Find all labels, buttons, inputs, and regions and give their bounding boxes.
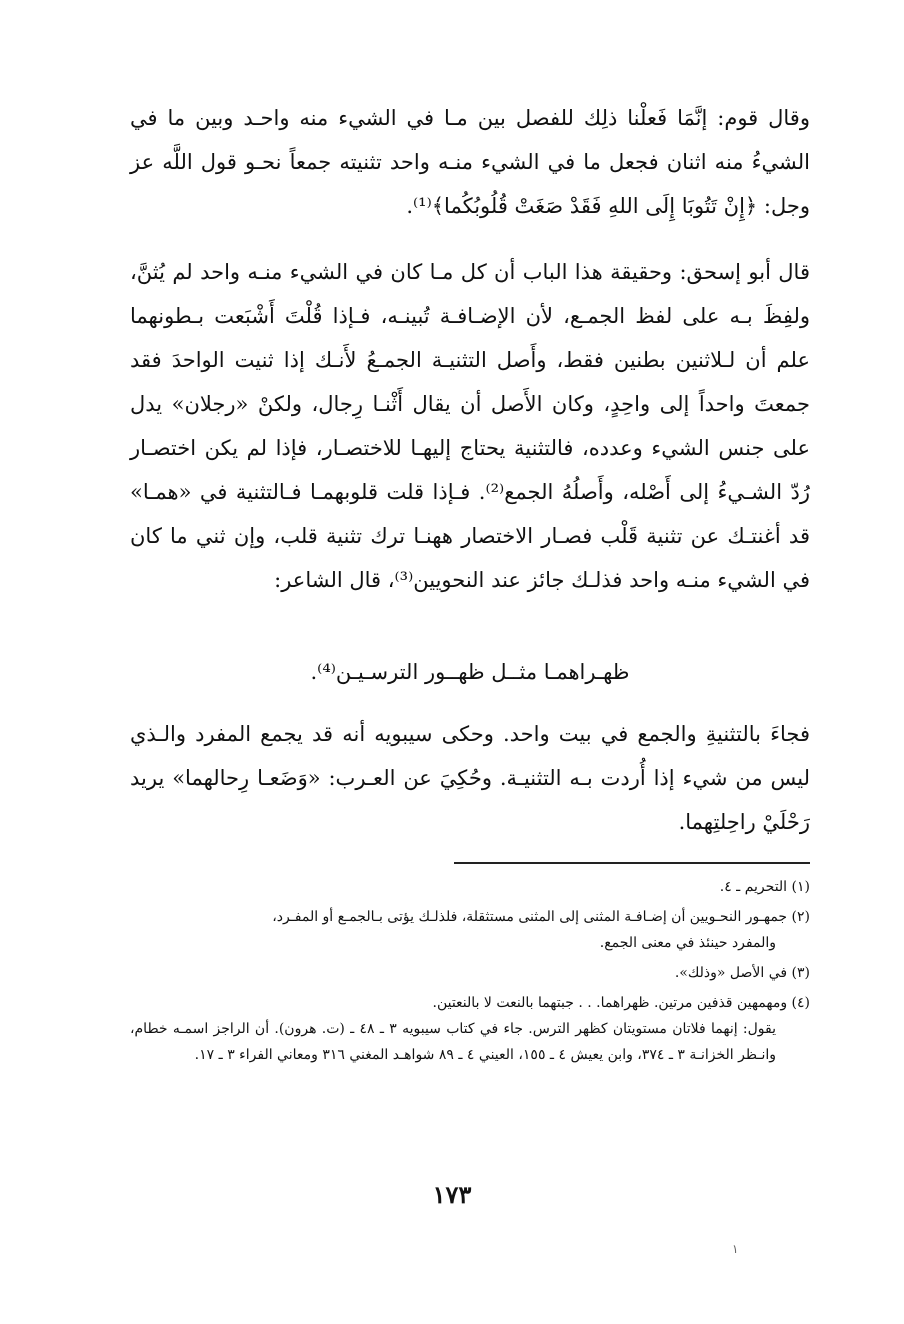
footnote-4: [130, 990, 810, 1068]
page-number: ١٧٣: [432, 1180, 472, 1209]
paragraph-quran-citation: وقال قوم: إنَّمَا فَعلْنا ذلِك للفصل بين مـا في الشيء منه واحـد وبين ما في الشيءُ منه اثنان فجعل ما في الشيء منـه واحد تثنيته جمعاً نحـو قول اللَّه عز وجل: ﴿إِنْ تَتُوبَا إِلَى اللهِ فَقَدْ صَغَتْ قُلُوبُكُما﴾⁽¹⁾.: [130, 106, 810, 218]
main-text-lower: [130, 712, 810, 866]
main-text-upper: [130, 96, 810, 624]
footnote-3: (٣) في الأصل «وذلك».: [674, 965, 810, 981]
footnote-1: (١) التحريم ـ ٤.: [719, 879, 810, 895]
paragraph-sibawayh: فجاءَ بالتثنيةِ والجمع في بيت واحد. وحكى سيبويه أنه قد يجمع المفرد والـذي ليس من شيء إذا أُردت بـه التثنيـة. وحُكِيَ عن العـرب: «وَضَعـا رِحالهما» يريد رَحْلَيْ راحِلتِهما.: [130, 722, 810, 834]
paragraph-abu-ishaq: قال أبو إسحق: وحقيقة هذا الباب أن كل مـا كان في الشيء منـه واحد لم يُثنَّ، ولفِظَ بـه على لفظ الجمـع، لأن الإضـافـة تُبينـه، فـإذا قُلْتَ أَشْبَعت بـطونهما علم أن لـلاثنين بطنين فقط، وأَصل التثنيـة الجمـعُ لأَنـك إذا ثنيت الواحدَ فقد جمعتَ واحداً إلى واحِدٍ، وكان الأَصل أن يقال أَثْنـا رِجال، ولكنْ «رجلان» يدل على جنس الشيء وعدده، فالتثنية يحتاج إليهـا للاختصـار، فإذا لم يكن اختصـار رُدّ الشـيءُ إلى أَصْله، وأَصلُهُ الجمع⁽²⁾. فـإذا قلت قلوبهمـا فـالتثنية في «همـا» قد أغنتـك عن تثنية قَلْب فصـار الاختصار ههنـا ترك تثنية قلب، وإن ثني ما كان في الشيء منـه واحد فذلـك جائز عند النحويين⁽³⁾، قال الشاعر:: [130, 260, 810, 592]
footnotes: [130, 874, 810, 1072]
footnote-4-commentary: يقول: إنهما فلاتان مستويتان كظهر الترس. جاء في كتاب سيبويه ٣ ـ ٤٨ ـ (ت. هرون). أن الراجز اسمـه خطام، وانـظر الخزانـة ٣ ـ ٣٧٤، وابن يعيش ٤ ـ ١٥٥، العيني ٤ ـ ٨٩ شواهـد المغني ٣١٦ ومعاني الفراء ٣ ـ ١٧.: [130, 1021, 776, 1063]
footnote-separator: [454, 862, 810, 864]
signature-mark: ١: [732, 1242, 739, 1256]
footnote-2: [130, 904, 810, 956]
footnote-2-line-2: والمفرد حينئذ في معنى الجمع.: [599, 935, 776, 951]
poetry-verse: ظهـراهمـا مثــل ظهــور الترسـيـن⁽⁴⁾.: [310, 660, 630, 684]
footnote-2-line-1: (٢) جمهـور النحـويين أن إضـافـة المثنى إلى المثنى مستثقلة، فلذلـك يؤتى بـالجمـع أو المفـرد،: [272, 909, 810, 925]
footnote-4-line-1: (٤) ومهمهين قذفين مرتين. ظهراهما. . . جبتهما بالنعت لا بالنعتين.: [432, 995, 810, 1011]
